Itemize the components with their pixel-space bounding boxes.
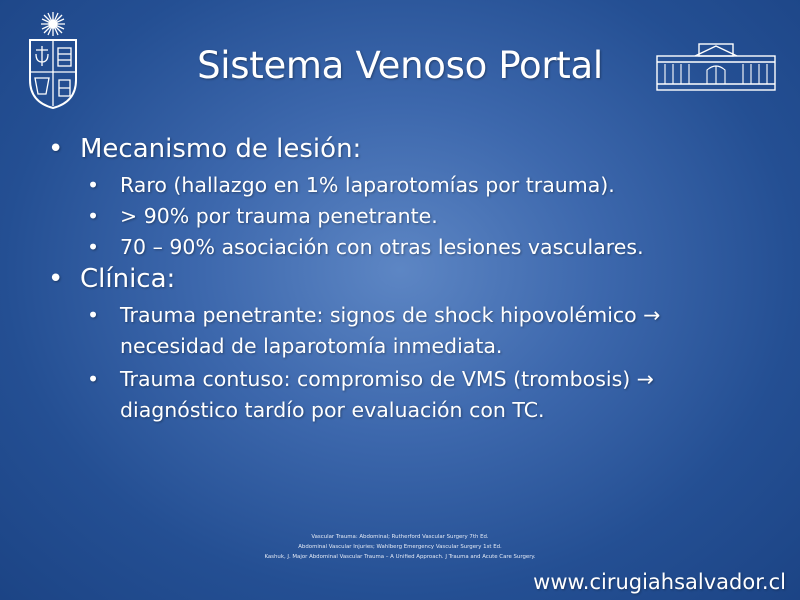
slide-title: Sistema Venoso Portal [197, 44, 603, 87]
bullet-dot: • [87, 204, 100, 228]
hospital-building-logo [655, 42, 777, 92]
subitem [87, 201, 720, 232]
reference-line: Abdominal Vascular Injuries; Wahlberg Emergency Vascular Surgery 1st Ed. [298, 544, 502, 550]
star-icon [41, 12, 65, 36]
bullet-label: Clínica: [80, 264, 176, 294]
bullet-dot: • [87, 235, 100, 259]
bullet-dot: • [48, 264, 64, 294]
bullet-dot: • [87, 173, 100, 197]
website-url: www.cirugiahsalvador.cl [533, 570, 786, 594]
bullet-label: Mecanismo de lesión: [80, 134, 362, 164]
bullet-clinica [48, 264, 176, 294]
subitem [87, 232, 720, 263]
bullet-mecanismo [48, 134, 362, 164]
subitem-text: 70 – 90% asociación con otras lesiones vasculares. [120, 235, 644, 259]
subitem [87, 170, 720, 201]
subitem-text: > 90% por trauma penetrante. [120, 204, 438, 228]
subitem-line: Trauma penetrante: signos de shock hipovolémico → [120, 303, 661, 327]
subitem [87, 300, 720, 362]
subitem-line: diagnóstico tardío por evaluación con TC. [120, 398, 545, 422]
reference-line: Kashuk, J. Major Abdominal Vascular Trauma – A Unified Approach. J Trauma and Acute Care Surgery. [264, 554, 536, 560]
subitem-text: Raro (hallazgo en 1% laparotomías por trauma). [120, 173, 615, 197]
references [0, 532, 800, 562]
reference-line: Vascular Trauma: Abdominal; Rutherford Vascular Surgery 7th Ed. [311, 534, 489, 540]
subitem-line: Trauma contuso: compromiso de VMS (trombosis) → [120, 367, 654, 391]
bullet-dot: • [48, 134, 64, 164]
subitem [87, 364, 720, 426]
bullet-dot: • [87, 367, 100, 391]
subitem-line: necesidad de laparotomía inmediata. [120, 334, 503, 358]
bullet-dot: • [87, 303, 100, 327]
